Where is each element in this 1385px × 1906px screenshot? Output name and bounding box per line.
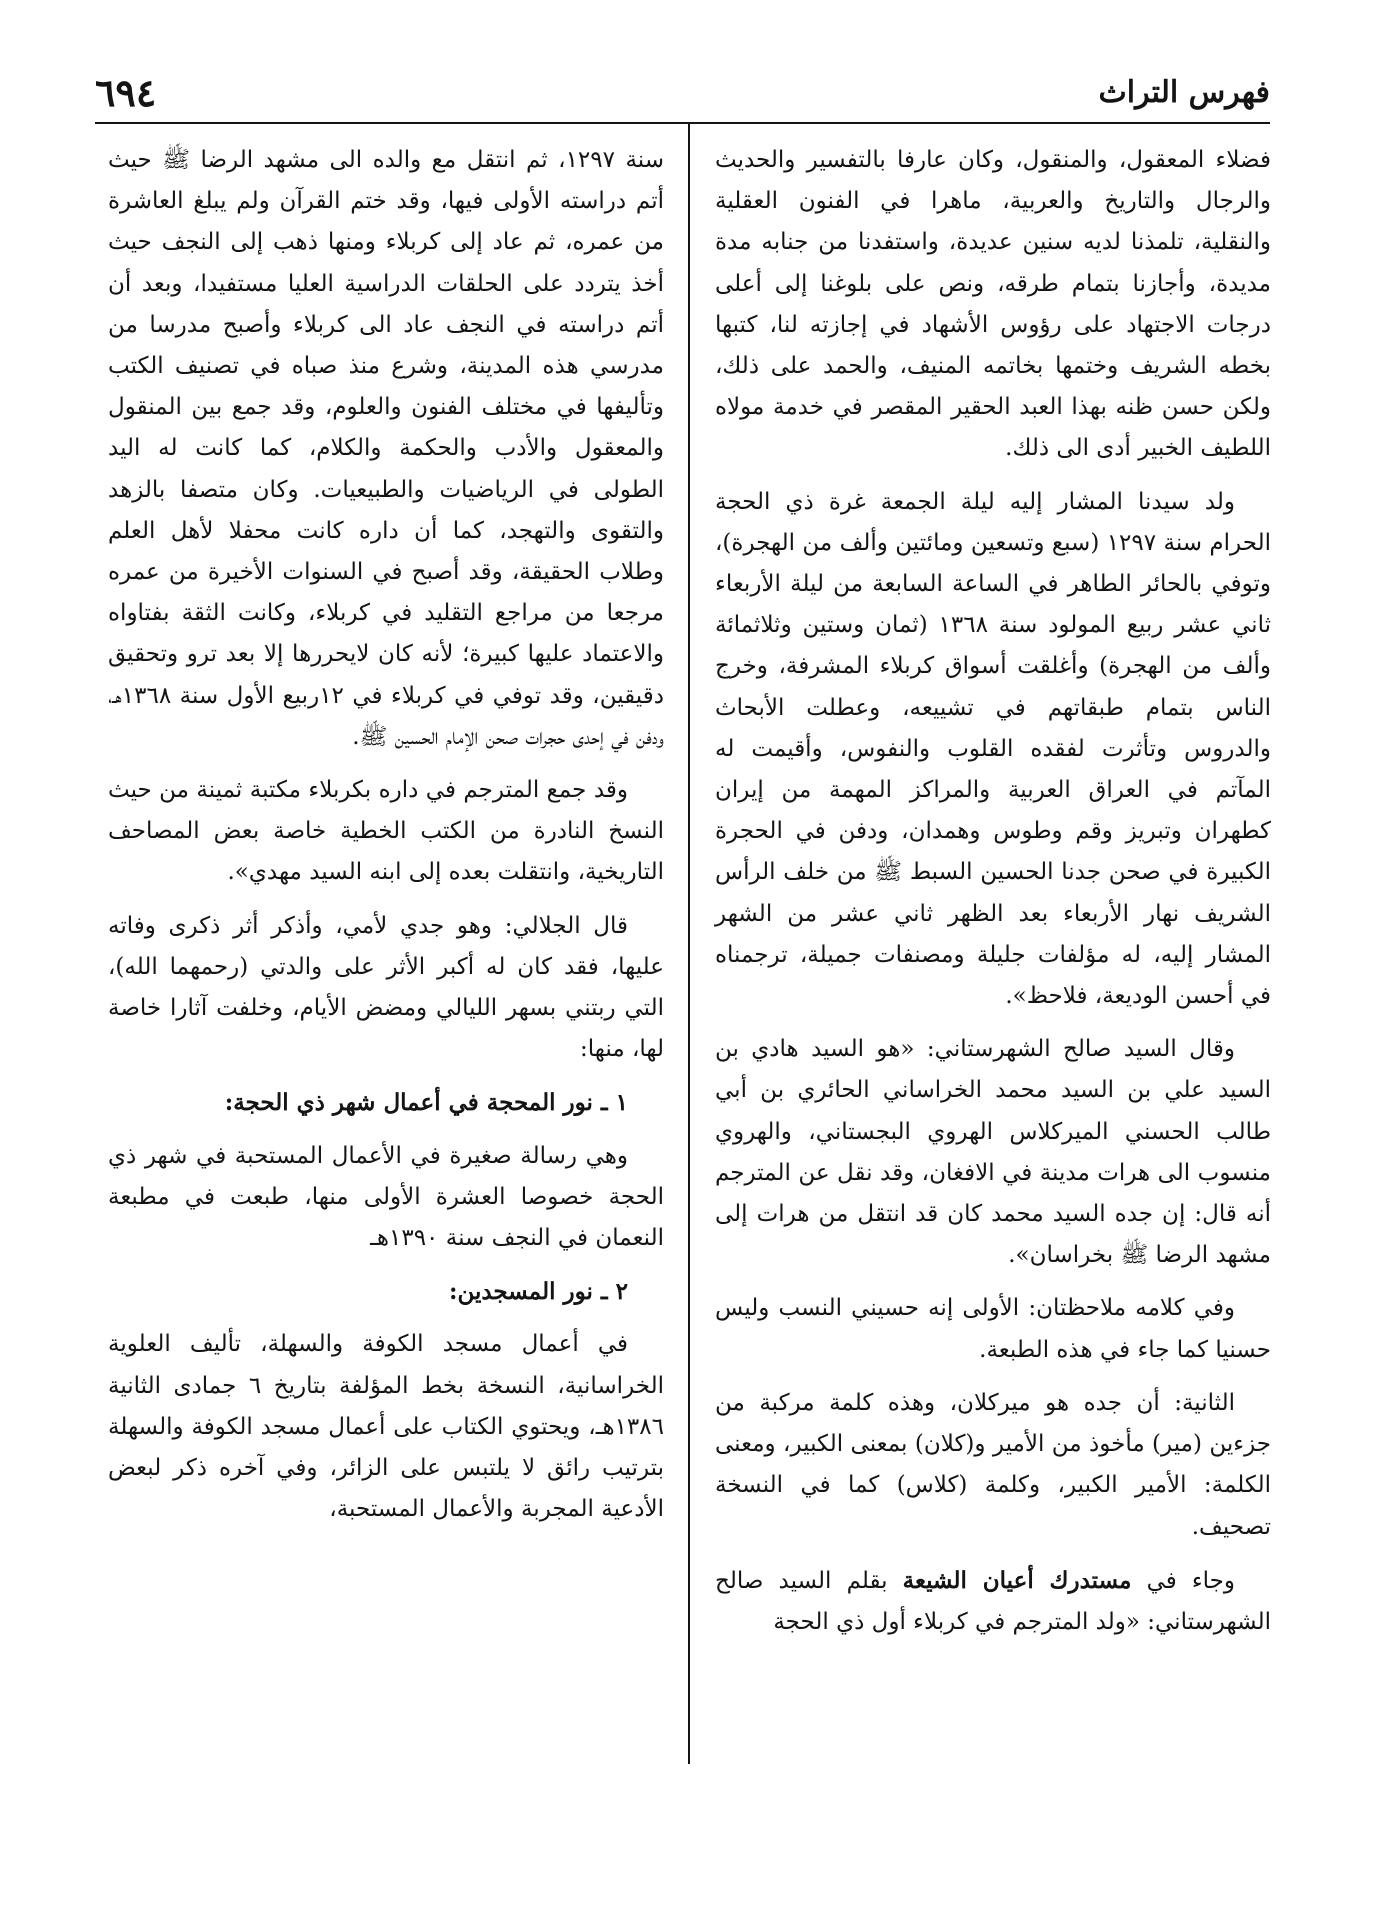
paragraph: الثانية: أن جده هو ميركلان، وهذه كلمة مركبة من جزءين (مير) مأخوذ من الأمير و(كلان) بمعنى الكبير، ومعنى الكلمة: الأمير الكبير، وكلمة (كلاس) كما في النسخة تصحيف. bbox=[715, 1389, 1271, 1540]
column-divider bbox=[688, 124, 690, 1764]
paragraph bbox=[715, 1560, 1271, 1643]
paragraph: فضلاء المعقول، والمنقول، وكان عارفا بالتفسير والحديث والرجال والتاريخ والعربية، ماهرا في الفنون العقلية والنقلية، تلمذنا لديه سنين عديدة، واستفدنا من جنابه مدة مديدة، وأجازنا بتمام طرقه، ونص على بلوغنا إلى أعلى درجات الاجتهاد على رؤوس الأشهاد في إجازته لنا، كتبها بخطه الشريف وختمها بخاتمه المنيف، والحمد على ذلك، ولكن حسن ظنه بهذا العبد الحقير المقصر في خدمة مولاه اللطيف الخبير أدى الى ذلك. bbox=[715, 147, 1271, 462]
header-rule bbox=[95, 122, 1270, 124]
book-title: مستدرك أعيان الشيعة bbox=[902, 1566, 1132, 1594]
running-title: فهرس التراث bbox=[1098, 75, 1270, 110]
paragraph: قال الجلالي: وهو جدي لأمي، وأذكر أثر ذكرى وفاته عليها، فقد كان له أكبر الأثر على والدتي (رحمهما الله)، التي ربتني بسهر الليالي ومضض الأيام، وخلفت آثارا خاصة لها، منها: bbox=[108, 912, 664, 1063]
paragraph-text: وجاء في bbox=[1131, 1567, 1236, 1594]
paragraph: وهي رسالة صغيرة في الأعمال المستحبة في شهر ذي الحجة خصوصا العشرة الأولى منها، طبعت في مطبعة النعمان في النجف سنة ١٣٩٠هـ bbox=[108, 1142, 664, 1252]
paragraph: ولد سيدنا المشار إليه ليلة الجمعة غرة ذي الحجة الحرام سنة ١٢٩٧ (سبع وتسعين ومائتين وألف من الهجرة)، وتوفي بالحائر الطاهر في الساعة السابعة من ليلة الأربعاء ثاني عشر ربيع المولود سنة ١٣٦٨ (ثمان وستين وثلاثمائة وألف من الهجرة) وأغلقت أسواق كربلاء المشرفة، وخرج الناس بتمام طبقاتهم في تشييعه، وعطلت الأبحاث والدروس وتأثرت لفقده القلوب والنفوس، وأقيمت له المآتم في العراق العربية والمراكز المهمة من إيران كطهران وتبريز وقم وطوس وهمدان، ودفن في الحجرة الكبيرة في صحن جدنا الحسين السبط ﷺ من خلف الرأس الشريف نهار الأربعاء بعد الظهر ثاني عشر من الشهر المشار إليه، له مؤلفات جليلة ومصنفات جميلة، ترجمناه في أحسن الوديعة، فلاحظ». bbox=[715, 488, 1271, 1010]
paragraph: في أعمال مسجد الكوفة والسهلة، تأليف العلوية الخراسانية، النسخة بخط المؤلفة بتاريخ ٦ جمادى الثانية ١٣٨٦هـ، ويحتوي الكتاب على أعمال مسجد الكوفة والسهلة بترتيب رائق لا يلتبس على الزائر، وفي آخره ذكر لبعض الأدعية المجربة والأعمال المستحبة، bbox=[108, 1331, 664, 1523]
page-number: ٦٩٤ bbox=[95, 70, 157, 115]
page-header bbox=[95, 70, 1270, 120]
section-heading: ١ ـ نور المحجة في أعمال شهر ذي الحجة: bbox=[224, 1089, 628, 1117]
paragraph-text: بقلم السيد صالح الشهرستاني: «ولد المترجم في كربلاء أول ذي الحجة bbox=[715, 1567, 1271, 1635]
left-column bbox=[108, 140, 664, 1543]
right-column bbox=[715, 140, 1271, 1655]
paragraph: وفي كلامه ملاحظتان: الأولى إنه حسيني النسب وليس حسنيا كما جاء في هذه الطبعة. bbox=[715, 1295, 1271, 1363]
quote-paragraph: وقال السيد صالح الشهرستاني: «هو السيد هادي بن السيد علي بن السيد محمد الخراساني الحائري بن أبي طالب الحسني الميركلاس الهروي البجستاني، والهروي منسوب الى هرات مدينة في الافغان، وقد نقل عن المترجم أنه قال: إن جده السيد محمد كان قد انتقل من هرات إلى مشهد الرضا ﷺ بخراسان». bbox=[715, 1036, 1271, 1269]
paragraph: وقد جمع المترجم في داره بكربلاء مكتبة ثمينة من حيث النسخ النادرة من الكتب الخطية خاصة بعض المصاحف التاريخية، وانتقلت بعده إلى ابنه السيد مهدي». bbox=[108, 777, 664, 886]
section-heading: ٢ ـ نور المسجدين: bbox=[448, 1278, 628, 1306]
paragraph: سنة ١٢٩٧، ثم انتقل مع والده الى مشهد الرضا ﷺ حيث أتم دراسته الأولى فيها، وقد ختم القرآن ولم يبلغ العاشرة من عمره، ثم عاد إلى كربلاء ومنها ذهب إلى النجف حيث أخذ يتردد على الحلقات الدراسية العليا مستفيدا، وبعد أن أتم دراسته في النجف عاد الى كربلاء وأصبح مدرسا من مدرسي هذه المدينة، وشرع منذ صباه في تصنيف الكتب وتأليفها في مختلف الفنون والعلوم، وقد جمع بين المنقول والمعقول والأدب والحكمة والكلام، كما كانت له اليد الطولى في الرياضيات والطبيعيات. وكان متصفا بالزهد والتقوى والتهجد، كما أن داره كانت محفلا لأهل العلم وطلاب الحقيقة، وقد أصبح في السنوات الأخيرة من عمره مرجعا من مراجع التقليد في كربلاء، وكانت الثقة بفتاواه والاعتماد عليها كبيرة؛ لأنه كان لايحررها إلا بعد ترو وتحقيق دقيقين، وقد توفي في كربلاء في ١٢ربيع الأول سنة ١٣٦٨هـ، ودفن في إحدى حجرات صحن الإمام الحسين ﷺ. bbox=[108, 147, 664, 750]
